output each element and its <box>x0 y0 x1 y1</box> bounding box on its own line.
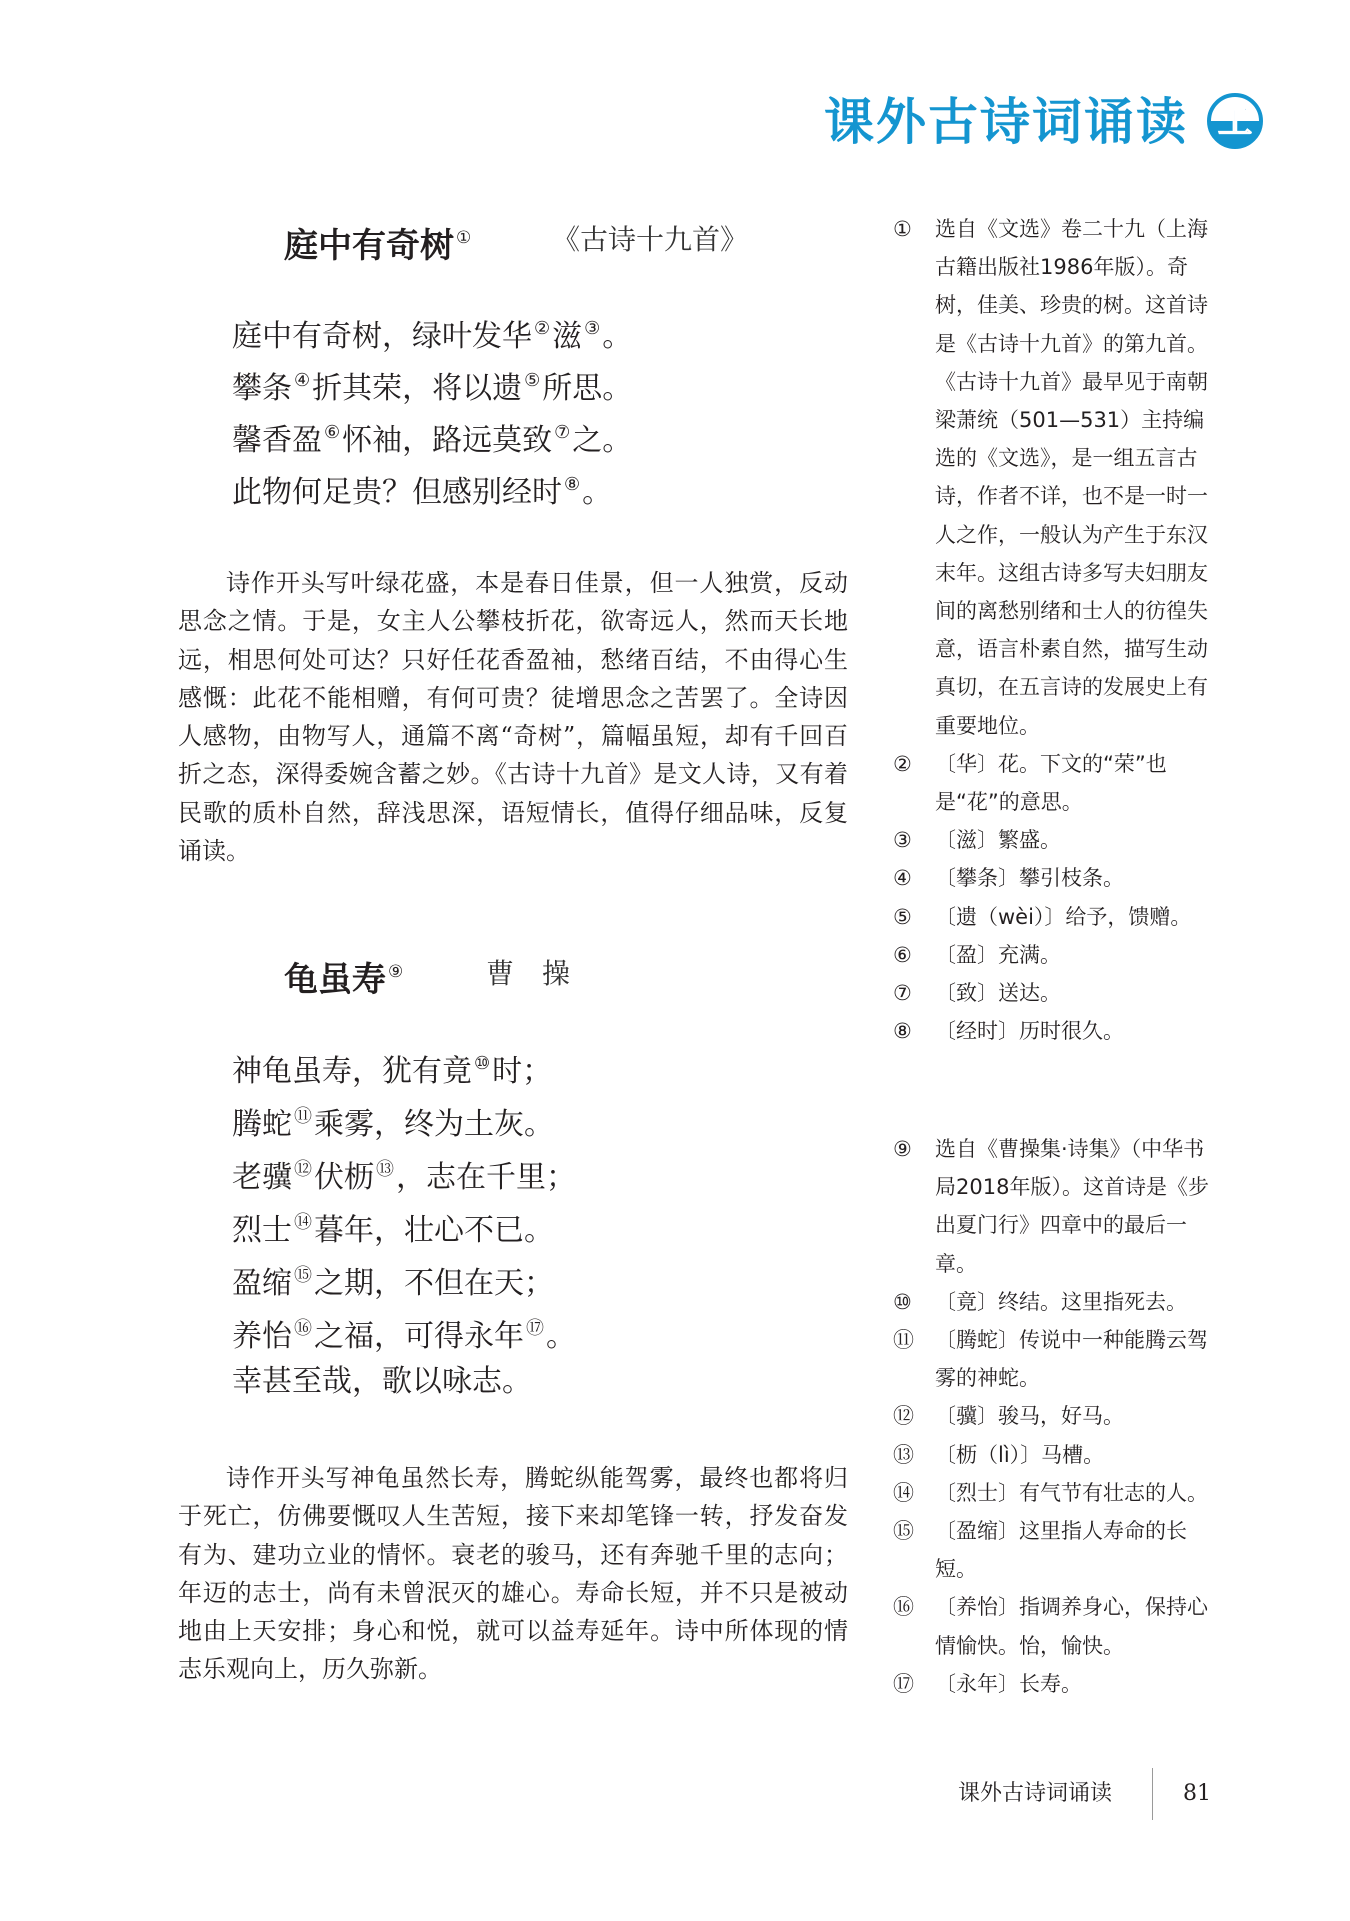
note-item: ⑤ 〔遗（wèi）〕给予，馈赠。 <box>893 904 1192 929</box>
poem1-line-1: 庭中有奇树，绿叶发华 ②滋 ③。 <box>232 318 633 354</box>
note-item: ⑭ 〔烈士〕有气节有壮志的人。 <box>893 1480 1208 1505</box>
note-item: ⑪ 〔腾蛇〕传说中一种能腾云驾雾的神蛇。 <box>893 1328 1208 1391</box>
poem2-line-6: 养怡 ⑯之福，可得永年 ⑰。 <box>232 1318 576 1354</box>
poem2-line-3: 老骥 ⑫伏枥 ⑬，志在千里； <box>232 1159 576 1195</box>
poem2-author: 曹 操 <box>486 957 571 990</box>
poem1-title: 庭中有奇树 ① <box>284 226 472 266</box>
note-item: ⑯ 〔养怡〕指调养身心，保持心情愉快。怡，愉快。 <box>893 1595 1208 1658</box>
footer-section-label: 课外古诗词诵读 <box>958 1781 1113 1806</box>
page-number: 81 <box>1183 1781 1211 1806</box>
note-item: ⑨ 选自《曹操集·诗集》（中华书局2018年版）。这首诗是《步出夏门行》四章中的最后一章。 <box>893 1137 1209 1276</box>
poem2-title: 龟虽寿 ⑨ <box>284 960 404 1000</box>
note-item: ⑫ 〔骥〕骏马，好马。 <box>893 1404 1124 1429</box>
poem2-title-note: ⑨ <box>388 962 404 982</box>
poem1-title-note: ① <box>456 228 472 248</box>
note-item: ⑬ 〔枥（lì）〕马槽。 <box>893 1442 1105 1467</box>
note-item: ① 选自《文选》卷二十九（上海古籍出版社1986年版）。奇树，佳美、珍贵的树。这首诗是《古诗十九首》的第九首。《古诗十九首》最早见于南朝梁萧统（501—531）主持编选的《文选》，是一组五言古诗，作者不详，也不是一时一人之作，一般认为产生于东汉末年。这组古诗多写夫妇朋友间的离愁别绪和士人的彷徨失意，语言朴素自然，描写生动真切，在五言诗的发展史上有重要地位。 <box>893 217 1208 738</box>
poem2-line-2: 腾蛇 ⑪乘雾，终为土灰。 <box>232 1106 554 1142</box>
footer-divider <box>1152 1768 1153 1820</box>
note-item: ⑧ 〔经时〕历时很久。 <box>893 1019 1124 1044</box>
note-item: ④ 〔攀条〕攀引枝条。 <box>893 866 1124 891</box>
poem2-line-5: 盈缩 ⑮之期，不但在天； <box>232 1265 554 1301</box>
section-emblem-icon <box>1206 92 1264 150</box>
notes-group-1 <box>893 210 1225 1050</box>
note-item: ⑥ 〔盈〕充满。 <box>893 942 1061 967</box>
poem1-line-2: 攀条 ④折其荣，将以遗 ⑤所思。 <box>232 370 633 406</box>
poem1-commentary: 诗作开头写叶绿花盛，本是春日佳景，但一人独赏，反动思念之情。于是，女主人公攀枝折花，欲寄远人，然而天长地远，相思何处可达？只好任花香盈袖，愁绪百结，不由得心生感慨：此花不能相赠，有何可贵？徒增思念之苦罢了。全诗因人感物，由物写人，通篇不离“奇树”，篇幅虽短，却有千回百折之态，深得委婉含蓄之妙。《古诗十九首》是文人诗，又有着民歌的质朴自然，辞浅思深，语短情长，值得仔细品味，反复诵读。 <box>178 569 848 866</box>
poem2-line-4: 烈士 ⑭暮年，壮心不已。 <box>232 1212 554 1248</box>
note-item: ⑮ 〔盈缩〕这里指人寿命的长短。 <box>893 1519 1187 1582</box>
section-title: 课外古诗词诵读 <box>824 93 1188 151</box>
emblem-char: 工 <box>1218 102 1252 142</box>
note-item: ⑩ 〔竟〕终结。这里指死去。 <box>893 1289 1187 1314</box>
poem2-line-1: 神龟虽寿，犹有竟 ⑩时； <box>232 1053 553 1089</box>
poem2-commentary: 诗作开头写神龟虽然长寿，腾蛇纵能驾雾，最终也都将归于死亡，仿佛要慨叹人生苦短，接下来却笔锋一转，抒发奋发有为、建功立业的情怀。衰老的骏马，还有奔驰千里的志向；年迈的志士，尚有未曾泯灭的雄心。寿命长短，并不只是被动地由上天安排；身心和悦，就可以益寿延年。诗中所体现的情志乐观向上，历久弥新。 <box>178 1464 848 1684</box>
note-item: ② 〔华〕花。下文的“荣”也是“花”的意思。 <box>893 751 1167 815</box>
poem1-author: 《古诗十九首》 <box>552 223 749 256</box>
poem2-line-7: 幸甚至哉，歌以咏志。 <box>232 1364 532 1399</box>
note-item: ⑰ 〔永年〕长寿。 <box>893 1671 1082 1696</box>
poem1-line-3: 馨香盈 ⑥怀袖，路远莫致 ⑦之。 <box>232 422 633 458</box>
poem1-line-4: 此物何足贵？但感别经时 ⑧。 <box>232 474 613 510</box>
note-item: ③ 〔滋〕繁盛。 <box>893 828 1061 853</box>
note-item: ⑦ 〔致〕送达。 <box>893 981 1061 1006</box>
notes-group-2 <box>893 1130 1225 1703</box>
